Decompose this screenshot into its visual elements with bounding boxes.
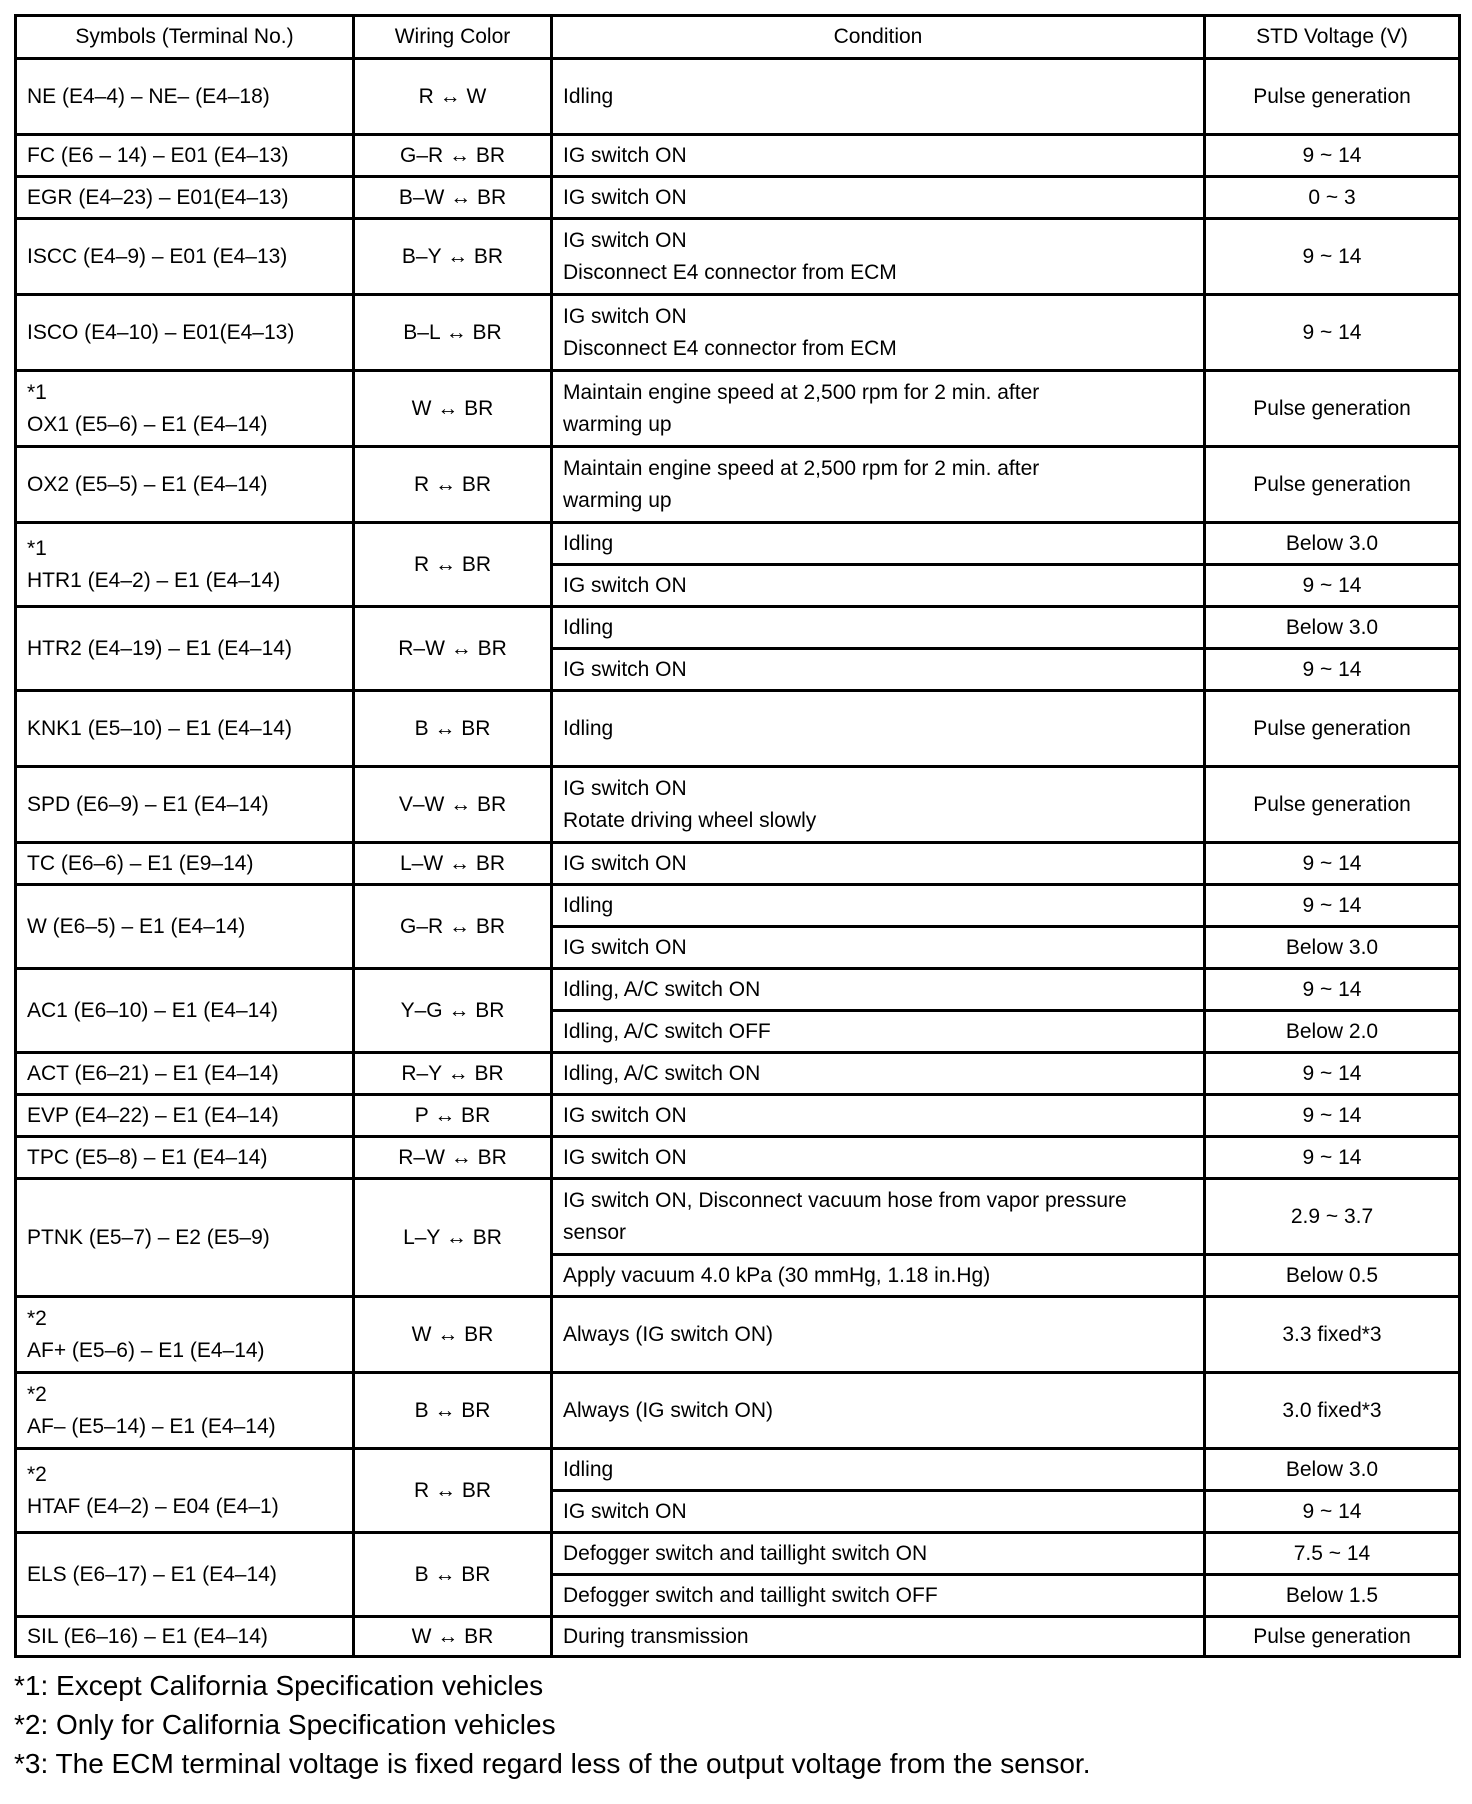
symbol-cell	[16, 1179, 354, 1297]
table-row	[16, 1137, 1460, 1179]
condition-cell	[552, 135, 1205, 177]
symbol-cell	[16, 691, 354, 767]
symbol-cell	[16, 59, 354, 135]
std-voltage-cell: 7.5 ~ 14	[1205, 1533, 1460, 1575]
std-voltage-cell: 9 ~ 14	[1205, 219, 1460, 295]
condition-cell	[552, 523, 1205, 565]
wiring-color-cell: R ↔ BR	[354, 1449, 552, 1533]
footnotes	[14, 1666, 1458, 1783]
terminal-voltage-table	[14, 14, 1461, 1658]
terminal-symbol: FC (E6 – 14) – E01 (E4–13)	[27, 143, 289, 167]
symbol-cell	[16, 177, 354, 219]
condition-cell	[552, 1373, 1205, 1449]
condition-text: IG switch ON	[563, 1145, 687, 1169]
condition-cell	[552, 177, 1205, 219]
std-voltage-cell: Below 2.0	[1205, 1011, 1460, 1053]
condition-text: Idling, A/C switch ON	[563, 1061, 761, 1085]
terminal-symbol: EGR (E4–23) – E01(E4–13)	[27, 185, 289, 209]
terminal-symbol: HTAF (E4–2) – E04 (E4–1)	[27, 1494, 279, 1518]
wiring-color-cell: W ↔ BR	[354, 371, 552, 447]
std-voltage-cell: 9 ~ 14	[1205, 1491, 1460, 1533]
std-voltage-cell: 9 ~ 14	[1205, 969, 1460, 1011]
wiring-color-cell: L–W ↔ BR	[354, 843, 552, 885]
table-row	[16, 1617, 1460, 1657]
wiring-color-cell: P ↔ BR	[354, 1095, 552, 1137]
condition-cell	[552, 1617, 1205, 1657]
std-voltage-cell: 9 ~ 14	[1205, 1053, 1460, 1095]
condition-text: Apply vacuum 4.0 kPa (30 mmHg, 1.18 in.Hg)	[563, 1263, 991, 1287]
table-row	[16, 1179, 1460, 1255]
std-voltage-cell: 3.3 fixed*3	[1205, 1297, 1460, 1373]
std-voltage-cell: Pulse generation	[1205, 447, 1460, 523]
condition-text: Defogger switch and taillight switch OFF	[563, 1583, 938, 1607]
terminal-symbol: OX2 (E5–5) – E1 (E4–14)	[27, 472, 268, 496]
symbol-cell	[16, 1449, 354, 1533]
condition-cell	[552, 767, 1205, 843]
terminal-symbol: NE (E4–4) – NE– (E4–18)	[27, 84, 270, 108]
header-std-voltage: STD Voltage (V)	[1205, 16, 1460, 59]
wiring-color-cell: R–W ↔ BR	[354, 607, 552, 691]
wiring-color-cell: B–L ↔ BR	[354, 295, 552, 371]
condition-cell	[552, 1179, 1205, 1255]
std-voltage-cell: Below 3.0	[1205, 1449, 1460, 1491]
wiring-color-cell: W ↔ BR	[354, 1617, 552, 1657]
terminal-symbol: OX1 (E5–6) – E1 (E4–14)	[27, 412, 268, 436]
condition-cell	[552, 1449, 1205, 1491]
std-voltage-cell: Below 3.0	[1205, 523, 1460, 565]
wiring-color-cell: L–Y ↔ BR	[354, 1179, 552, 1297]
table-row	[16, 135, 1460, 177]
table-row	[16, 1533, 1460, 1575]
table-row	[16, 767, 1460, 843]
terminal-symbol: HTR2 (E4–19) – E1 (E4–14)	[27, 636, 292, 660]
std-voltage-cell: Below 1.5	[1205, 1575, 1460, 1617]
condition-text: IG switch ON	[563, 657, 687, 681]
condition-text: During transmission	[563, 1624, 749, 1648]
header-wiring-color: Wiring Color	[354, 16, 552, 59]
table-row	[16, 1373, 1460, 1449]
condition-text: IG switch ON	[563, 228, 687, 252]
wiring-color-cell: B–W ↔ BR	[354, 177, 552, 219]
condition-cell	[552, 1491, 1205, 1533]
wiring-color-cell: R–W ↔ BR	[354, 1137, 552, 1179]
table-row	[16, 607, 1460, 649]
condition-cell	[552, 607, 1205, 649]
condition-cell	[552, 295, 1205, 371]
terminal-symbol: ELS (E6–17) – E1 (E4–14)	[27, 1562, 277, 1586]
spec-sheet	[14, 14, 1458, 1783]
condition-text: IG switch ON	[563, 1103, 687, 1127]
condition-text: IG switch ON	[563, 185, 687, 209]
std-voltage-cell: 9 ~ 14	[1205, 1137, 1460, 1179]
condition-text: Disconnect E4 connector from ECM	[563, 336, 897, 360]
terminal-symbol: TPC (E5–8) – E1 (E4–14)	[27, 1145, 268, 1169]
std-voltage-cell: 9 ~ 14	[1205, 1095, 1460, 1137]
terminal-symbol: PTNK (E5–7) – E2 (E5–9)	[27, 1225, 270, 1249]
terminal-symbol: HTR1 (E4–2) – E1 (E4–14)	[27, 568, 281, 592]
terminal-symbol: KNK1 (E5–10) – E1 (E4–14)	[27, 716, 292, 740]
symbol-cell	[16, 219, 354, 295]
condition-text: Rotate driving wheel slowly	[563, 808, 817, 832]
symbol-cell	[16, 1373, 354, 1449]
condition-cell	[552, 969, 1205, 1011]
footnote-marker: *2	[27, 1382, 47, 1406]
terminal-symbol: EVP (E4–22) – E1 (E4–14)	[27, 1103, 279, 1127]
condition-cell	[552, 447, 1205, 523]
std-voltage-cell: 0 ~ 3	[1205, 177, 1460, 219]
condition-cell	[552, 59, 1205, 135]
condition-text: sensor	[563, 1220, 627, 1244]
condition-text: IG switch ON	[563, 573, 687, 597]
condition-cell	[552, 1297, 1205, 1373]
symbol-cell	[16, 447, 354, 523]
header-symbol: Symbols (Terminal No.)	[16, 16, 354, 59]
std-voltage-cell: 3.0 fixed*3	[1205, 1373, 1460, 1449]
footnote-marker: *2	[27, 1306, 47, 1330]
condition-text: IG switch ON	[563, 1499, 687, 1523]
table-body	[16, 59, 1460, 1657]
table-row	[16, 177, 1460, 219]
symbol-cell	[16, 969, 354, 1053]
condition-text: Idling	[563, 615, 614, 639]
table-row	[16, 59, 1460, 135]
terminal-symbol: AF– (E5–14) – E1 (E4–14)	[27, 1414, 276, 1438]
wiring-color-cell: Y–G ↔ BR	[354, 969, 552, 1053]
symbol-cell	[16, 1533, 354, 1617]
footnote: *2: Only for California Specification vehicles	[14, 1709, 556, 1740]
condition-cell	[552, 371, 1205, 447]
condition-cell	[552, 1095, 1205, 1137]
std-voltage-cell: 9 ~ 14	[1205, 649, 1460, 691]
condition-cell	[552, 1533, 1205, 1575]
condition-text: IG switch ON	[563, 304, 687, 328]
condition-cell	[552, 691, 1205, 767]
std-voltage-cell: Pulse generation	[1205, 59, 1460, 135]
terminal-symbol: AF+ (E5–6) – E1 (E4–14)	[27, 1338, 265, 1362]
condition-text: IG switch ON	[563, 851, 687, 875]
std-voltage-cell: Below 3.0	[1205, 607, 1460, 649]
condition-text: Idling	[563, 716, 614, 740]
footnote-marker: *1	[27, 536, 47, 560]
wiring-color-cell: B ↔ BR	[354, 1533, 552, 1617]
symbol-cell	[16, 135, 354, 177]
wiring-color-cell: G–R ↔ BR	[354, 135, 552, 177]
condition-text: Disconnect E4 connector from ECM	[563, 260, 897, 284]
wiring-color-cell: R ↔ W	[354, 59, 552, 135]
condition-text: IG switch ON	[563, 776, 687, 800]
wiring-color-cell: B–Y ↔ BR	[354, 219, 552, 295]
terminal-symbol: ACT (E6–21) – E1 (E4–14)	[27, 1061, 279, 1085]
std-voltage-cell: 2.9 ~ 3.7	[1205, 1179, 1460, 1255]
condition-text: warming up	[563, 488, 672, 512]
symbol-cell	[16, 1053, 354, 1095]
condition-text: Idling	[563, 84, 614, 108]
condition-text: Idling, A/C switch ON	[563, 977, 761, 1001]
condition-text: warming up	[563, 412, 672, 436]
terminal-symbol: W (E6–5) – E1 (E4–14)	[27, 914, 246, 938]
condition-text: IG switch ON	[563, 143, 687, 167]
symbol-cell	[16, 1297, 354, 1373]
std-voltage-cell: Pulse generation	[1205, 1617, 1460, 1657]
condition-text: Idling	[563, 1457, 614, 1481]
table-row	[16, 1449, 1460, 1491]
condition-text: Always (IG switch ON)	[563, 1322, 774, 1346]
table-row	[16, 1095, 1460, 1137]
condition-cell	[552, 885, 1205, 927]
terminal-symbol: ISCC (E4–9) – E01 (E4–13)	[27, 244, 288, 268]
condition-text: Always (IG switch ON)	[563, 1398, 774, 1422]
std-voltage-cell: 9 ~ 14	[1205, 135, 1460, 177]
symbol-cell	[16, 523, 354, 607]
table-row	[16, 885, 1460, 927]
table-row	[16, 295, 1460, 371]
wiring-color-cell: B ↔ BR	[354, 691, 552, 767]
wiring-color-cell: B ↔ BR	[354, 1373, 552, 1449]
terminal-symbol: AC1 (E6–10) – E1 (E4–14)	[27, 998, 278, 1022]
wiring-color-cell: W ↔ BR	[354, 1297, 552, 1373]
table-row	[16, 969, 1460, 1011]
std-voltage-cell: Below 3.0	[1205, 927, 1460, 969]
table-row	[16, 1297, 1460, 1373]
terminal-symbol: ISCO (E4–10) – E01(E4–13)	[27, 320, 295, 344]
std-voltage-cell: 9 ~ 14	[1205, 565, 1460, 607]
terminal-symbol: SIL (E6–16) – E1 (E4–14)	[27, 1624, 268, 1648]
table-row	[16, 371, 1460, 447]
footnote: *1: Except California Specification vehicles	[14, 1670, 544, 1701]
condition-text: Idling	[563, 531, 614, 555]
symbol-cell	[16, 843, 354, 885]
wiring-color-cell: R ↔ BR	[354, 447, 552, 523]
condition-text: Maintain engine speed at 2,500 rpm for 2 min. after	[563, 380, 1040, 404]
symbol-cell	[16, 885, 354, 969]
std-voltage-cell: Pulse generation	[1205, 767, 1460, 843]
wiring-color-cell: G–R ↔ BR	[354, 885, 552, 969]
header-condition: Condition	[552, 16, 1205, 59]
symbol-cell	[16, 767, 354, 843]
condition-text: IG switch ON, Disconnect vacuum hose from vapor pressure	[563, 1188, 1127, 1212]
table-row	[16, 219, 1460, 295]
symbol-cell	[16, 607, 354, 691]
terminal-symbol: SPD (E6–9) – E1 (E4–14)	[27, 792, 269, 816]
condition-cell	[552, 1053, 1205, 1095]
std-voltage-cell: Pulse generation	[1205, 691, 1460, 767]
condition-text: Maintain engine speed at 2,500 rpm for 2 min. after	[563, 456, 1040, 480]
condition-cell	[552, 843, 1205, 885]
header-row	[16, 16, 1460, 59]
condition-cell	[552, 649, 1205, 691]
condition-cell	[552, 927, 1205, 969]
footnote: *3: The ECM terminal voltage is fixed regard less of the output voltage from the sensor.	[14, 1748, 1091, 1779]
symbol-cell	[16, 1617, 354, 1657]
condition-cell	[552, 1255, 1205, 1297]
table-row	[16, 1053, 1460, 1095]
wiring-color-cell: R ↔ BR	[354, 523, 552, 607]
condition-text: IG switch ON	[563, 935, 687, 959]
condition-text: Idling, A/C switch OFF	[563, 1019, 771, 1043]
footnote-marker: *1	[27, 380, 47, 404]
symbol-cell	[16, 1137, 354, 1179]
condition-text: Defogger switch and taillight switch ON	[563, 1541, 928, 1565]
condition-cell	[552, 219, 1205, 295]
footnote-marker: *2	[27, 1462, 47, 1486]
condition-cell	[552, 1011, 1205, 1053]
std-voltage-cell: Pulse generation	[1205, 371, 1460, 447]
condition-cell	[552, 1137, 1205, 1179]
wiring-color-cell: V–W ↔ BR	[354, 767, 552, 843]
symbol-cell	[16, 371, 354, 447]
condition-text: Idling	[563, 893, 614, 917]
std-voltage-cell: 9 ~ 14	[1205, 843, 1460, 885]
symbol-cell	[16, 295, 354, 371]
table-row	[16, 691, 1460, 767]
std-voltage-cell: 9 ~ 14	[1205, 885, 1460, 927]
symbol-cell	[16, 1095, 354, 1137]
condition-cell	[552, 1575, 1205, 1617]
terminal-symbol: TC (E6–6) – E1 (E9–14)	[27, 851, 254, 875]
table-row	[16, 447, 1460, 523]
wiring-color-cell: R–Y ↔ BR	[354, 1053, 552, 1095]
condition-cell	[552, 565, 1205, 607]
table-row	[16, 843, 1460, 885]
std-voltage-cell: Below 0.5	[1205, 1255, 1460, 1297]
std-voltage-cell: 9 ~ 14	[1205, 295, 1460, 371]
table-row	[16, 523, 1460, 565]
